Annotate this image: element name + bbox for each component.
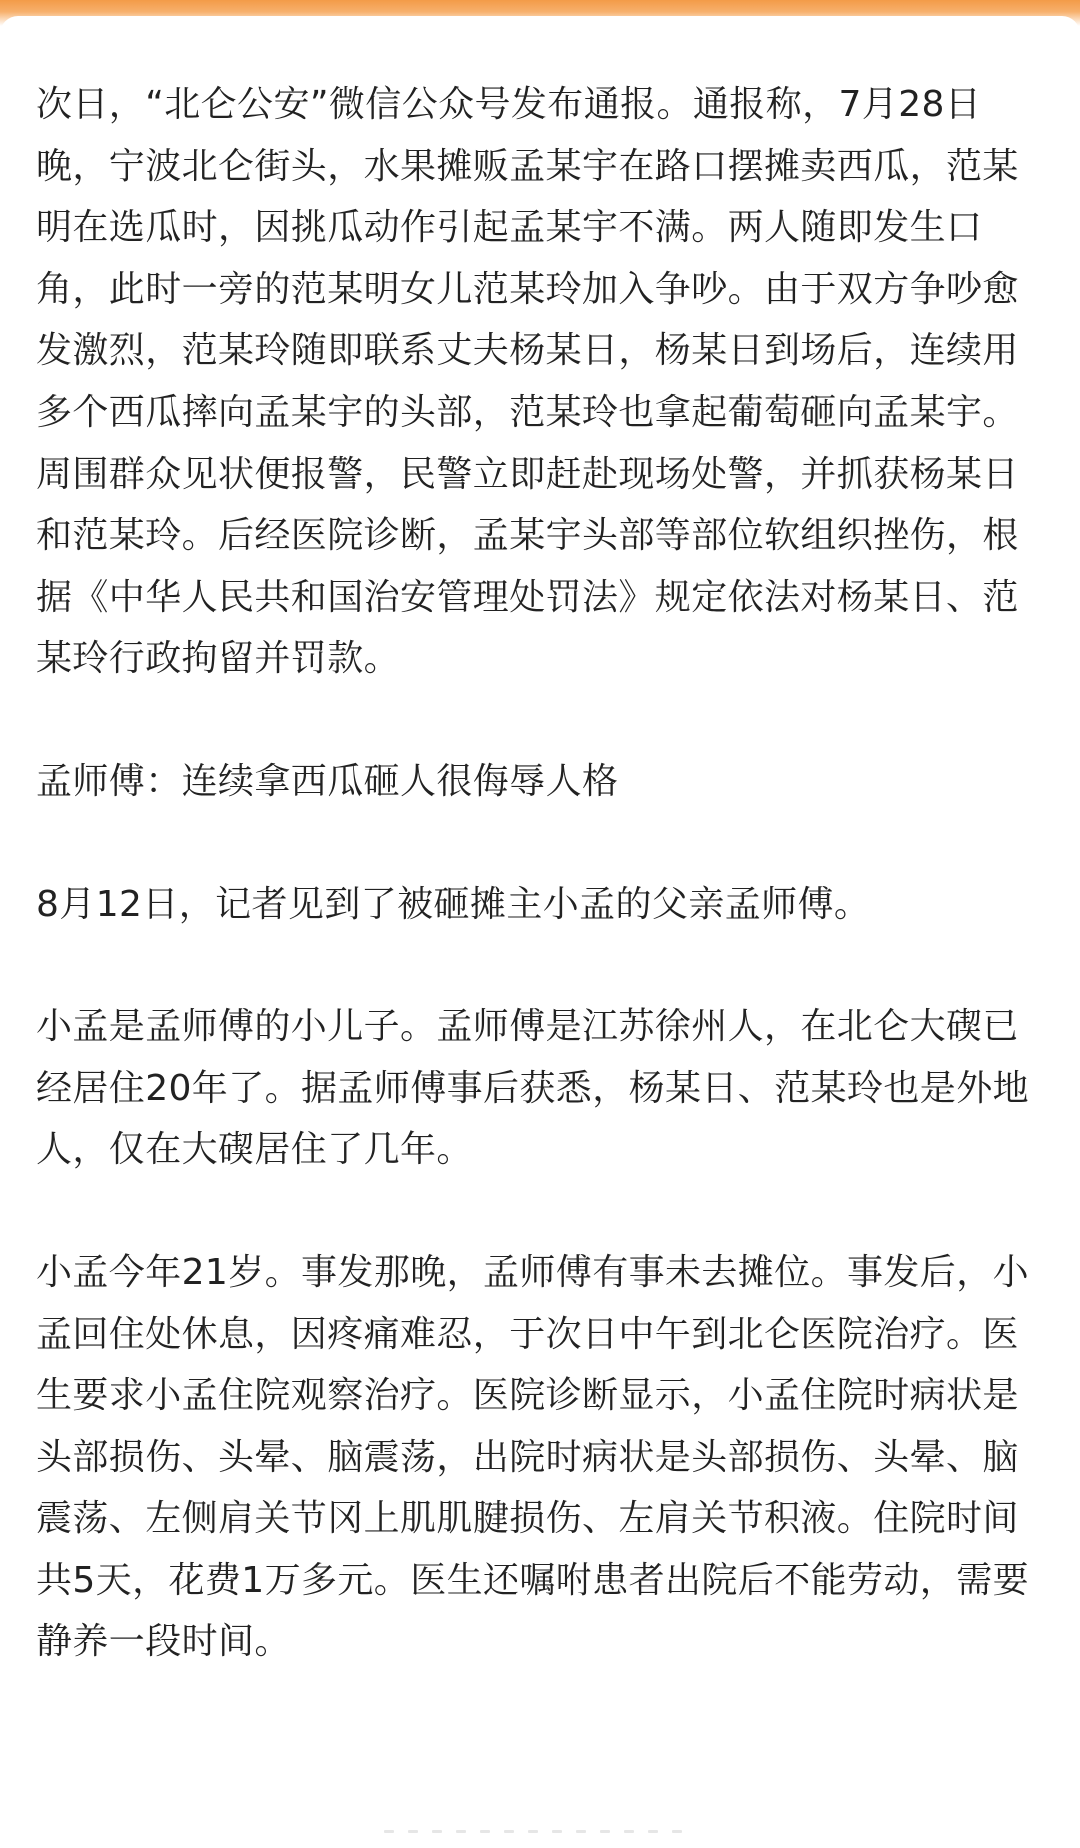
scroll-hint-dash	[480, 1830, 490, 1833]
scroll-hint-dash	[576, 1830, 586, 1833]
scroll-hint-dash	[432, 1830, 442, 1833]
article-paragraph-interview: 8月12日，记者见到了被砸摊主小孟的父亲孟师傅。	[36, 883, 871, 925]
article-subheading: 孟师傅：连续拿西瓜砸人很侮辱人格	[36, 760, 619, 802]
scroll-hint-dash	[456, 1830, 466, 1833]
scroll-hint-dash	[552, 1830, 562, 1833]
scroll-hint-dash	[672, 1830, 682, 1833]
bottom-fade-overlay	[0, 1778, 1080, 1848]
scroll-hint-dash	[624, 1830, 634, 1833]
scroll-hint-dash	[408, 1830, 418, 1833]
scroll-hint-dash	[648, 1830, 658, 1833]
article-card	[0, 16, 1080, 1848]
article-body	[36, 74, 1040, 1673]
article-paragraph-report: 次日，“北仑公安”微信公众号发布通报。通报称，7月28日晚，宁波北仑街头，水果摊贩孟某宇在路口摆摊卖西瓜，范某明在选瓜时，因挑瓜动作引起孟某宇不满。两人随即发生口角，此时一旁的范某明女儿范某玲加入争吵。由于双方争吵愈发激烈，范某玲随即联系丈夫杨某日，杨某日到场后，连续用多个西瓜摔向孟某宇的头部，范某玲也拿起葡萄砸向孟某宇。周围群众见状便报警，民警立即赶赴现场处警，并抓获杨某日和范某玲。后经医院诊断，孟某宇头部等部位软组织挫伤，根据《中华人民共和国治安管理处罚法》规定依法对杨某日、范某玲行政拘留并罚款。	[36, 84, 1019, 680]
scroll-hint-dash	[600, 1830, 610, 1833]
article-paragraph-hospital: 小孟今年21岁。事发那晚，孟师傅有事未去摊位。事发后，小孟回住处休息，因疼痛难忍，于次日中午到北仑医院治疗。医生要求小孟住院观察治疗。医院诊断显示，小孟住院时病状是头部损伤、头晕、脑震荡，出院时病状是头部损伤、头晕、脑震荡、左侧肩关节冈上肌肌腱损伤、左肩关节积液。住院时间共5天，花费1万多元。医生还嘱咐患者出院后不能劳动，需要静养一段时间。	[36, 1251, 1030, 1663]
scroll-hint-dash	[384, 1830, 394, 1833]
article-paragraph-background: 小孟是孟师傅的小儿子。孟师傅是江苏徐州人，在北仑大碶已经居住20年了。据孟师傅事后获悉，杨某日、范某玲也是外地人，仅在大碶居住了几年。	[36, 1006, 1030, 1171]
scroll-hint-dash	[528, 1830, 538, 1833]
scroll-hint-dash	[504, 1830, 514, 1833]
